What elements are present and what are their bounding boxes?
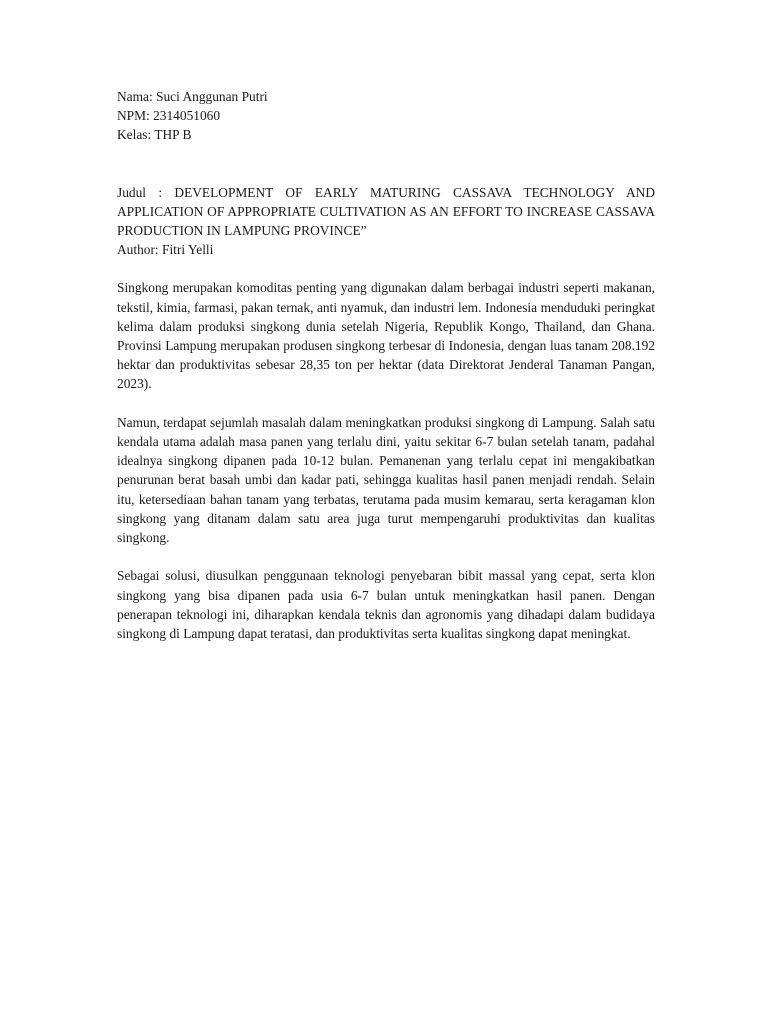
- student-npm: NPM: 2314051060: [117, 108, 221, 124]
- document-content: [117, 87, 655, 662]
- article-title: Judul : DEVELOPMENT OF EARLY MATURING CASSAVA TECHNOLOGY AND APPLICATION OF APPROPRIATE CULTIVATION AS AN EFFORT TO INCREASE CASSAVA PRODUCTION IN LAMPUNG PROVINCE”: [117, 184, 655, 239]
- article-info: [117, 183, 655, 260]
- paragraph-2: Namun, terdapat sejumlah masalah dalam meningkatkan produksi singkong di Lampung. Salah satu kendala utama adalah masa panen yang terlalu dini, yaitu sekitar 6-7 bulan setelah tanam, padahal idealnya singkong dipanen pada 10-12 bulan. Pemanenan yang terlalu cepat ini mengakibatkan penurunan berat basah umbi dan kadar pati, sehingga kualitas hasil panen menjadi rendah. Selain itu, ketersediaan bahan tanam yang terbatas, terutama pada musim kemarau, serta keragaman klon singkong yang ditanam dalam satu area juga turut mempengaruhi produktivitas dan kualitas singkong.: [117, 414, 655, 546]
- paragraph-3: Sebagai solusi, diusulkan penggunaan teknologi penyebaran bibit massal yang cepat, serta klon singkong yang bisa dipanen pada usia 6-7 bulan untuk meningkatkan hasil panen. Dengan penerapan teknologi ini, diharapkan kendala teknis dan agronomis yang dihadapi dalam budidaya singkong di Lampung dapat teratasi, dan produktivitas serta kualitas singkong dapat meningkat.: [117, 568, 655, 642]
- student-info: [117, 87, 655, 145]
- student-class: Kelas: THP B: [117, 127, 192, 143]
- paragraph-1: Singkong merupakan komoditas penting yang digunakan dalam berbagai industri seperti makanan, tekstil, kimia, farmasi, pakan ternak, anti nyamuk, dan industri lem. Indonesia menduduki peringkat kelima dalam produksi singkong dunia setelah Nigeria, Republik Kongo, Thailand, dan Ghana. Provinsi Lampung merupakan produsen singkong terbesar di Indonesia, dengan luas tanam 208.192 hektar dan produktivitas sebesar 28,35 ton per hektar (data Direktorat Jenderal Tanaman Pangan, 2023).: [117, 280, 655, 392]
- article-author: Author: Fitri Yelli: [117, 242, 214, 258]
- student-name: Nama: Suci Anggunan Putri: [117, 89, 268, 104]
